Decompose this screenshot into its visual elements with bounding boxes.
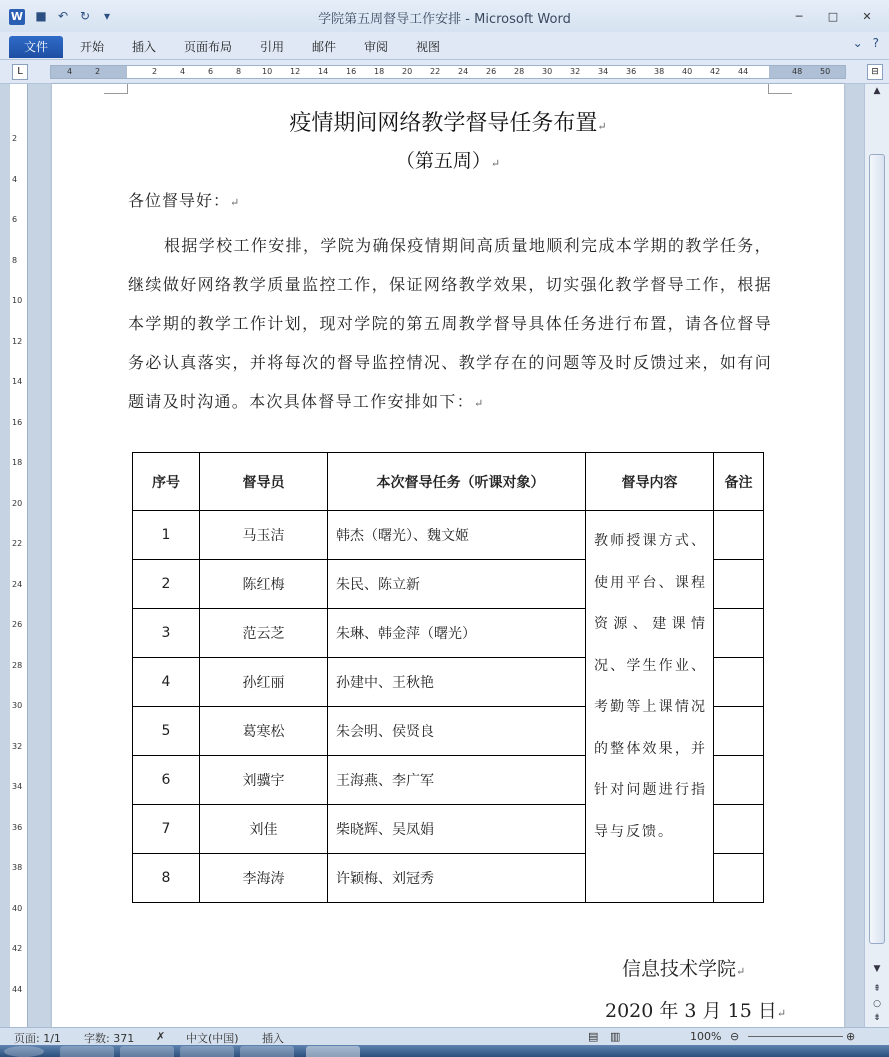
vruler-tick: 18 — [12, 458, 23, 467]
previous-page-icon[interactable]: ⇞ — [873, 984, 881, 994]
paragraph-mark-icon: ↵ — [776, 1007, 787, 1020]
tab-review[interactable]: 审阅 — [364, 40, 389, 54]
row-supervisor: 葛寒松 — [200, 707, 328, 756]
tab-references[interactable]: 引用 — [260, 40, 285, 54]
ruler-tick: 4 — [67, 67, 73, 76]
supervision-table — [132, 452, 764, 903]
vruler-tick: 24 — [12, 579, 23, 589]
zoom-in-icon[interactable]: ⊕ — [846, 1030, 856, 1043]
close-button[interactable]: ✕ — [862, 10, 872, 23]
ruler-tick: 38 — [654, 67, 665, 76]
signature-date — [605, 996, 786, 1023]
row-no: 4 — [133, 658, 200, 707]
row-remark — [714, 609, 764, 658]
row-remark — [714, 658, 764, 707]
vruler-tick: 10 — [12, 296, 23, 305]
vertical-ruler[interactable] — [10, 84, 28, 1027]
tab-selector[interactable]: L — [12, 64, 28, 80]
customize-icon[interactable]: ▾ — [103, 9, 111, 23]
ruler-tick: 34 — [598, 67, 609, 76]
ruler-tick: 14 — [318, 67, 329, 76]
ruler-tick: 32 — [570, 67, 581, 76]
scroll-thumb[interactable] — [869, 154, 885, 944]
tab-file[interactable]: 文件 — [9, 36, 63, 58]
proofing-icon[interactable]: ✗ — [156, 1030, 166, 1043]
ruler-tick: 8 — [236, 67, 242, 76]
row-task: 许颖梅、刘冠秀 — [328, 854, 586, 903]
vruler-tick: 34 — [12, 782, 23, 791]
ruler-tick: 42 — [710, 67, 721, 76]
start-button[interactable] — [4, 1046, 44, 1057]
ruler-tick: 10 — [262, 67, 273, 76]
row-supervisor: 孙红丽 — [200, 658, 328, 707]
ruler-tick: 26 — [486, 67, 497, 76]
ruler-tick: 40 — [682, 67, 693, 76]
ruler-tick: 2 — [95, 67, 101, 76]
row-no: 2 — [133, 560, 200, 609]
row-remark — [714, 756, 764, 805]
view-ruler-icon[interactable]: ⊟ — [867, 64, 883, 80]
row-task: 孙建中、王秋艳 — [328, 658, 586, 707]
tab-mailings[interactable]: 邮件 — [312, 40, 337, 54]
ruler-tick: 48 — [792, 67, 803, 76]
word-app-icon[interactable]: W — [10, 10, 24, 23]
signature-date-text: 2020 年 3 月 15 日 — [605, 1000, 777, 1022]
doc-title-text: 疫情期间网络教学督导任务布置 — [289, 111, 598, 136]
horizontal-ruler-area — [0, 60, 889, 84]
taskbar-app-icon[interactable] — [180, 1046, 234, 1057]
doc-subtitle — [52, 146, 844, 173]
vruler-tick: 6 — [12, 215, 18, 224]
zoom-level[interactable]: 100% — [690, 1030, 722, 1043]
window-title: 学院第五周督导工作安排 - Microsoft Word — [318, 12, 571, 27]
taskbar-app-icon[interactable] — [60, 1046, 114, 1057]
ruler-tick: 36 — [626, 67, 637, 76]
maximize-button[interactable]: □ — [827, 10, 839, 23]
help-icon[interactable]: ? — [872, 36, 879, 50]
language[interactable]: 中文(中国) — [186, 1032, 239, 1045]
row-supervisor: 马玉洁 — [200, 511, 328, 560]
vruler-tick: 4 — [12, 174, 18, 184]
greeting-text: 各位督导好： — [128, 191, 231, 210]
row-task: 朱琳、韩金萍（曙光） — [328, 609, 586, 658]
paragraph-mark-icon: ↵ — [474, 397, 485, 410]
tab-insert[interactable]: 插入 — [132, 40, 157, 54]
row-supervisor: 刘骥宇 — [200, 756, 328, 805]
row-no: 5 — [133, 707, 200, 756]
print-layout-icon[interactable]: ▤ — [588, 1030, 599, 1043]
ruler-tick: 12 — [290, 67, 301, 76]
vruler-tick: 20 — [12, 498, 23, 508]
row-remark — [714, 707, 764, 756]
header-supervisor: 督导员 — [200, 453, 328, 511]
greeting — [128, 188, 240, 211]
ruler-tick: 4 — [180, 67, 186, 76]
vruler-tick: 8 — [12, 255, 18, 265]
ruler-tick: 28 — [514, 67, 525, 76]
signature-department — [622, 954, 745, 981]
ribbon-minimize-icon[interactable]: ⌄ — [852, 36, 863, 50]
zoom-out-icon[interactable]: ⊖ — [730, 1030, 740, 1043]
scroll-up-icon[interactable]: ▲ — [873, 86, 881, 96]
ruler-tick: 16 — [346, 67, 357, 76]
zoom-slider[interactable] — [748, 1036, 843, 1037]
row-no: 1 — [133, 511, 200, 560]
document-page[interactable] — [52, 84, 844, 1027]
ruler-tick: 30 — [542, 67, 553, 76]
row-remark — [714, 560, 764, 609]
header-no: 序号 — [133, 453, 200, 511]
tab-view[interactable]: 视图 — [416, 40, 441, 54]
row-no: 3 — [133, 609, 200, 658]
scroll-down-icon[interactable]: ▼ — [873, 964, 881, 974]
row-no: 7 — [133, 805, 200, 854]
ruler-tick: 20 — [402, 67, 413, 76]
full-screen-reading-icon[interactable]: ▥ — [610, 1030, 621, 1043]
row-task: 韩杰（曙光）、魏文姬 — [328, 511, 586, 560]
vruler-tick: 16 — [12, 417, 23, 427]
table-header-row — [133, 453, 764, 511]
row-task: 王海燕、李广军 — [328, 756, 586, 805]
ruler-tick: 18 — [374, 67, 385, 76]
vruler-tick: 40 — [12, 903, 23, 913]
taskbar-app-icon[interactable] — [120, 1046, 174, 1057]
vruler-tick: 22 — [12, 539, 23, 548]
paragraph-mark-icon: ↵ — [490, 157, 501, 170]
vruler-tick: 30 — [12, 701, 23, 710]
minimize-button[interactable]: ─ — [795, 10, 803, 23]
ribbon-tab-bar — [0, 32, 889, 60]
vruler-tick: 12 — [12, 336, 23, 346]
vruler-tick: 42 — [12, 944, 23, 953]
insert-mode[interactable]: 插入 — [262, 1032, 284, 1045]
windows-taskbar — [0, 1045, 889, 1057]
header-remark: 备注 — [714, 453, 764, 511]
table-row — [133, 511, 764, 560]
row-supervisor: 刘佳 — [200, 805, 328, 854]
doc-subtitle-text: （第五周） — [395, 150, 491, 172]
ruler-tick: 2 — [152, 67, 158, 76]
vruler-tick: 32 — [12, 741, 23, 751]
ruler-tick: 50 — [820, 67, 831, 76]
vruler-tick: 28 — [12, 660, 23, 670]
body-paragraph-text: 根据学校工作安排，学院为确保疫情期间高质量地顺利完成本学期的教学任务，继续做好网络教学质量监控工作，保证网络教学效果，切实强化教学督导工作，根据本学期的教学工作计划，现对学院的第五周教学督导具体任务进行布置，请各位督导务必认真落实，并将每次的督导监控情况、教学存在的问题等及时反馈过来，如有问题请及时沟通。本次具体督导工作安排如下： — [128, 236, 772, 411]
next-page-icon[interactable]: ⇟ — [873, 1013, 881, 1023]
header-task: 本次督导任务（听课对象） — [328, 453, 586, 511]
row-task: 朱民、陈立新 — [328, 560, 586, 609]
browse-object-icon[interactable]: ○ — [873, 999, 881, 1009]
paragraph-mark-icon: ↵ — [736, 965, 746, 978]
ruler-tick: 22 — [430, 67, 441, 76]
status-bar — [0, 1027, 889, 1045]
taskbar-word-icon[interactable] — [306, 1046, 360, 1057]
vruler-tick: 14 — [12, 377, 23, 386]
row-supervisor: 范云芝 — [200, 609, 328, 658]
taskbar-app-icon[interactable] — [240, 1046, 294, 1057]
page-count[interactable]: 页面: 1/1 — [14, 1032, 61, 1045]
row-task: 柴晓辉、吴凤娟 — [328, 805, 586, 854]
ruler-tick: 44 — [738, 67, 749, 76]
undo-icon[interactable]: ↶ — [57, 9, 69, 23]
margin-corner-mark — [768, 84, 792, 94]
title-bar — [0, 0, 889, 32]
row-remark — [714, 854, 764, 903]
row-no: 6 — [133, 756, 200, 805]
supervision-content: 教师授课方式、使用平台、课程资源、建课情况、学生作业、考勤等上课情况的整体效果，并针对问题进行指导与反馈。 — [586, 511, 714, 903]
tab-home[interactable]: 开始 — [80, 40, 105, 54]
signature-department-text: 信息技术学院 — [622, 958, 737, 980]
row-task: 朱会明、侯贤良 — [328, 707, 586, 756]
header-content: 督导内容 — [586, 453, 714, 511]
paragraph-mark-icon: ↵ — [230, 196, 241, 209]
save-icon[interactable]: ■ — [35, 9, 47, 23]
paragraph-mark-icon: ↵ — [597, 120, 607, 133]
horizontal-ruler[interactable] — [50, 65, 846, 79]
vruler-tick: 38 — [12, 863, 23, 872]
word-count[interactable]: 字数: 371 — [84, 1032, 135, 1045]
doc-title — [52, 106, 844, 137]
vruler-tick: 44 — [12, 984, 23, 994]
vruler-tick: 26 — [12, 620, 23, 629]
vertical-scrollbar[interactable] — [864, 84, 889, 1027]
ruler-left-margin — [51, 66, 127, 78]
ruler-tick: 24 — [458, 67, 469, 76]
body-paragraph — [128, 226, 772, 423]
margin-corner-mark — [104, 84, 128, 94]
row-no: 8 — [133, 854, 200, 903]
row-supervisor: 陈红梅 — [200, 560, 328, 609]
row-supervisor: 李海涛 — [200, 854, 328, 903]
row-remark — [714, 511, 764, 560]
vruler-tick: 2 — [12, 134, 18, 143]
vruler-tick: 36 — [12, 822, 23, 832]
row-remark — [714, 805, 764, 854]
tab-page-layout[interactable]: 页面布局 — [184, 40, 233, 54]
ruler-right-margin — [769, 66, 845, 78]
redo-icon[interactable]: ↻ — [79, 9, 91, 23]
ruler-tick: 6 — [208, 67, 214, 76]
